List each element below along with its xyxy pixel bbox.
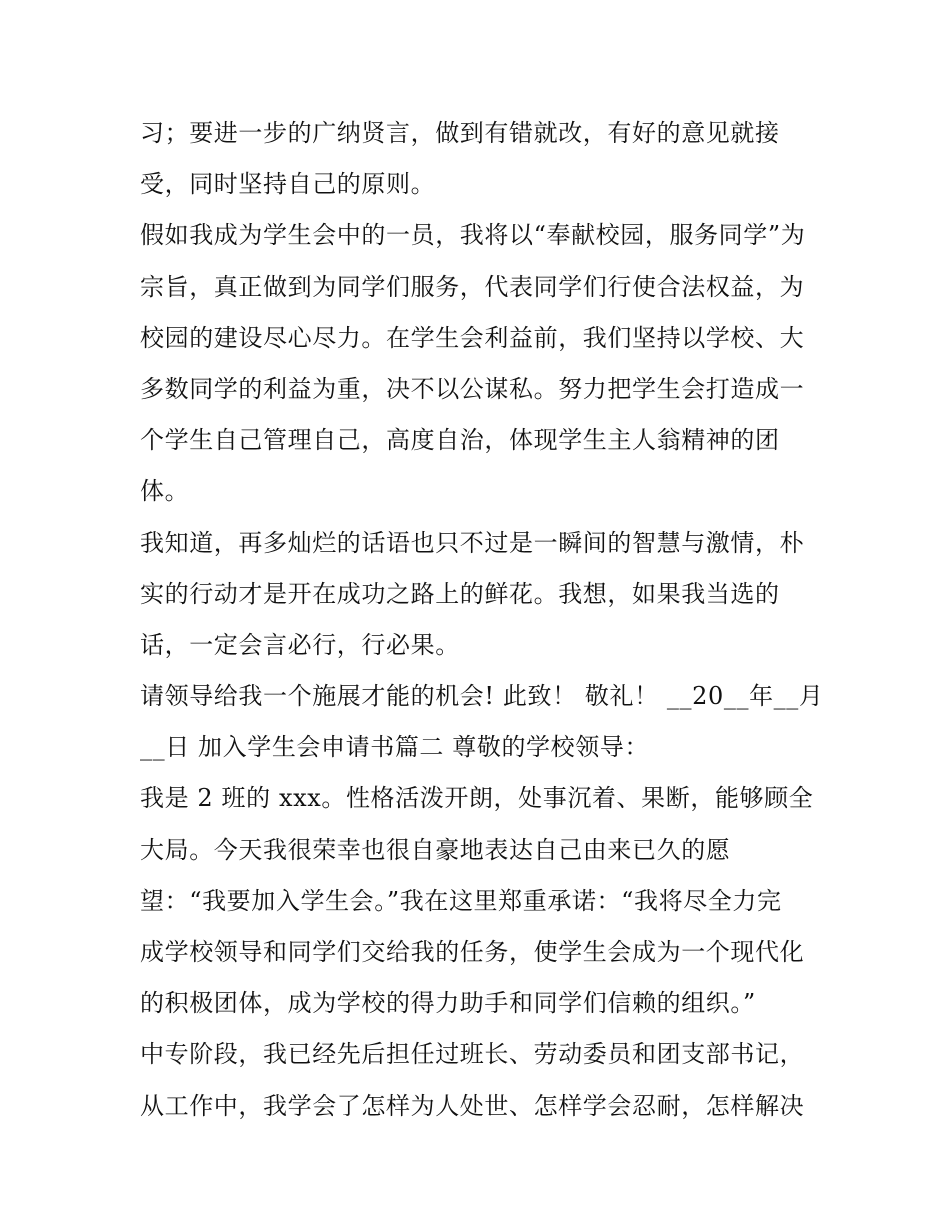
- text-line: 习；要进一步的广纳贤言，做到有错就改，有好的意见就接: [140, 119, 780, 147]
- text-line: 成学校领导和同学们交给我的任务，使学生会成为一个现代化: [140, 938, 805, 966]
- text-line: 我知道，再多灿烂的话语也只不过是一瞬间的智慧与激情，朴: [140, 528, 805, 557]
- text-line: 多数同学的利益为重，决不以公谋私。努力把学生会打造成一: [140, 374, 805, 403]
- text-line: 假如我成为学生会中的一员，我将以“奉献校园，服务同学”为: [140, 221, 806, 250]
- text-line: 请领导给我一个施展才能的机会! 此致！ 敬礼！ __20__年__月: [140, 682, 824, 711]
- text-line: 个学生自己管理自己，高度自治，体现学生主人翁精神的团: [140, 426, 780, 455]
- text-line: 望：“我要加入学生会。”我在这里郑重承诺：“我将尽全力完: [140, 886, 782, 915]
- text-line: 我是 2 班的 xxx。性格活泼开朗，处事沉着、果断，能够顾全: [140, 784, 814, 813]
- text-line: 体。: [140, 477, 190, 506]
- text-line: 的积极团体，成为学校的得力助手和同学们信赖的组织。”: [140, 989, 756, 1018]
- text-line: __日 加入学生会申请书篇二 尊敬的学校领导：: [140, 733, 650, 762]
- text-line: 实的行动才是开在成功之路上的鲜花。我想，如果我当选的: [140, 579, 780, 608]
- text-line: 校园的建设尽心尽力。在学生会利益前，我们坚持以学校、大: [140, 323, 805, 352]
- text-line: 中专阶段，我已经先后担任过班长、劳动委员和团支部书记，: [140, 1040, 805, 1069]
- text-line: 话，一定会言必行，行必果。: [140, 630, 460, 659]
- text-line: 大局。今天我很荣幸也很自豪地表达自己由来已久的愿: [140, 835, 731, 864]
- text-line: 受，同时坚持自己的原则。: [140, 170, 436, 199]
- text-line: 宗旨，真正做到为同学们服务，代表同学们行使合法权益，为: [140, 272, 805, 301]
- document-body: [140, 108, 824, 1132]
- text-line: 从工作中，我学会了怎样为人处世、怎样学会忍耐，怎样解决: [140, 1091, 805, 1120]
